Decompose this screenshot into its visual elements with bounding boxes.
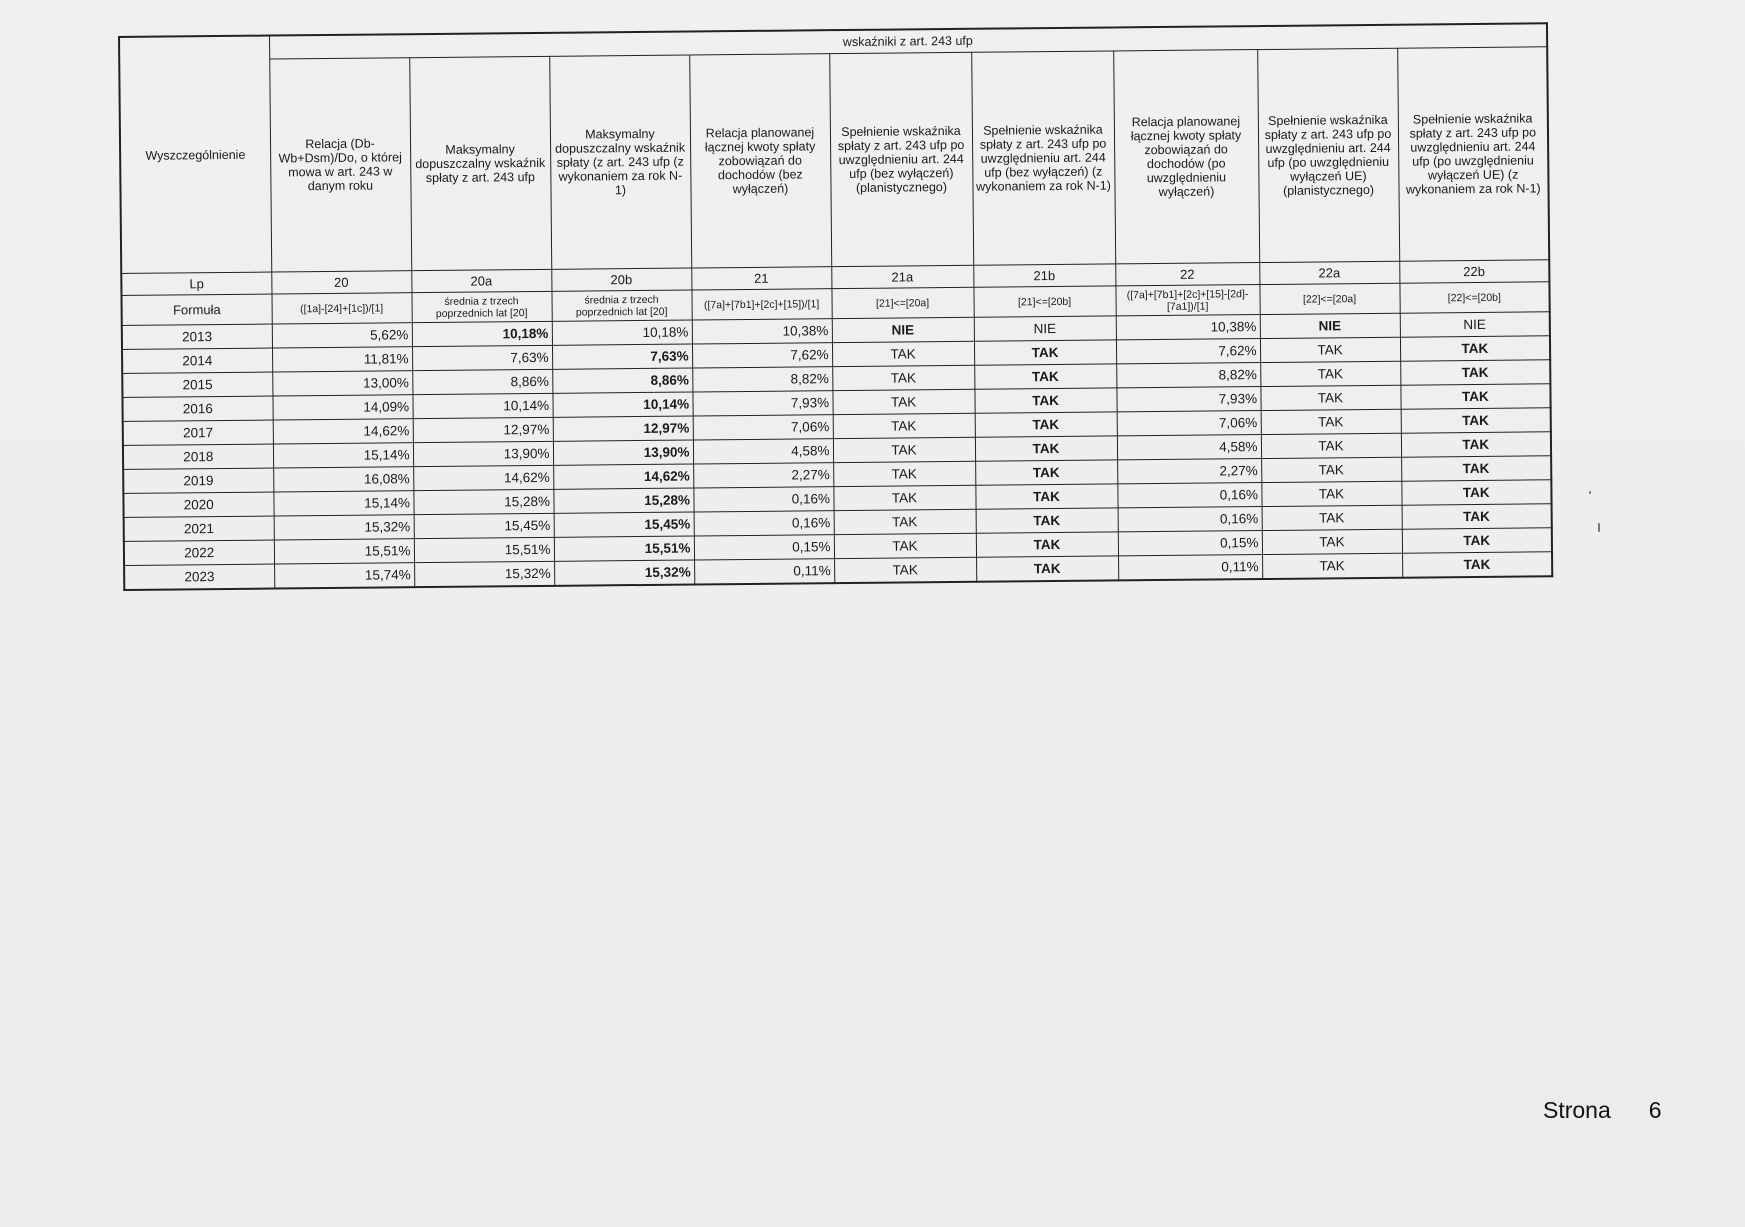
- flag-cell: TAK: [1401, 480, 1551, 505]
- flag-cell: TAK: [976, 508, 1118, 533]
- flag-cell: TAK: [834, 533, 976, 558]
- value-cell: 15,32%: [554, 560, 694, 586]
- column-header: Relacja planowanej łącznej kwoty spłaty zobowiązań do dochodów (bez wyłączeń): [689, 54, 831, 268]
- value-cell: 13,90%: [553, 440, 693, 465]
- column-header: Spełnienie wskaźnika spłaty z art. 243 ufp po uwzględnieniu art. 244 ufp (bez wyłączeń) (z wykonaniem za rok N-1): [971, 51, 1115, 265]
- value-cell: 15,32%: [414, 561, 554, 587]
- flag-cell: TAK: [832, 389, 974, 414]
- scan-speck: [1589, 491, 1591, 494]
- value-cell: 15,51%: [274, 539, 414, 564]
- debt-indicator-table: [118, 22, 1553, 591]
- flag-cell: TAK: [1402, 552, 1552, 578]
- flag-cell: TAK: [1262, 529, 1402, 554]
- flag-cell: TAK: [832, 341, 974, 366]
- value-cell: 14,62%: [273, 419, 413, 444]
- year-cell: 2016: [122, 396, 272, 421]
- value-cell: 15,51%: [414, 537, 554, 562]
- flag-cell: TAK: [975, 436, 1117, 461]
- column-header: Spełnienie wskaźnika spłaty z art. 243 ufp po uwzględnieniu art. 244 ufp (bez wyłączeń) (planistycznego): [829, 52, 973, 266]
- formula-cell: średnia z trzech poprzednich lat [20]: [551, 290, 691, 321]
- flag-cell: TAK: [1261, 409, 1401, 434]
- value-cell: 15,51%: [554, 536, 694, 561]
- value-cell: 10,38%: [1116, 315, 1260, 340]
- flag-cell: TAK: [976, 532, 1118, 557]
- flag-cell: TAK: [1261, 433, 1401, 458]
- flag-cell: TAK: [1402, 528, 1552, 553]
- value-cell: 14,09%: [272, 395, 412, 420]
- flag-cell: NIE: [974, 316, 1116, 341]
- flag-cell: TAK: [834, 509, 976, 534]
- formula-cell: [22]<=[20a]: [1259, 283, 1399, 314]
- value-cell: 7,62%: [692, 343, 832, 368]
- lp-cell: 20: [271, 271, 411, 294]
- flag-cell: TAK: [833, 413, 975, 438]
- value-cell: 0,11%: [1118, 555, 1262, 581]
- value-cell: 2,27%: [1117, 459, 1261, 484]
- value-cell: 15,28%: [413, 489, 553, 514]
- flag-cell: TAK: [975, 484, 1117, 509]
- flag-cell: TAK: [1400, 360, 1550, 385]
- value-cell: 15,14%: [273, 443, 413, 468]
- lp-cell: 21a: [831, 265, 973, 288]
- value-cell: 0,16%: [1118, 507, 1262, 532]
- flag-cell: TAK: [833, 485, 975, 510]
- value-cell: 4,58%: [1117, 435, 1261, 460]
- value-cell: 13,90%: [413, 441, 553, 466]
- value-cell: 14,62%: [553, 464, 693, 489]
- column-header: Relacja planowanej łącznej kwoty spłaty zobowiązań do dochodów (po uwzględnieniu wyłączeń): [1113, 50, 1259, 264]
- value-cell: 10,14%: [412, 393, 552, 418]
- flag-cell: TAK: [1262, 553, 1402, 579]
- value-cell: 10,18%: [552, 320, 692, 345]
- lp-label: Lp: [121, 272, 271, 295]
- value-cell: 7,06%: [1117, 411, 1261, 436]
- column-header: Spełnienie wskaźnika spłaty z art. 243 ufp po uwzględnieniu art. 244 ufp (po uwzględnieniu wyłączeń UE) (planistycznego): [1257, 48, 1399, 262]
- debt-indicator-table-wrapper: [118, 22, 1551, 591]
- column-header: Spełnienie wskaźnika spłaty z art. 243 ufp po uwzględnieniu art. 244 ufp (po uwzględnieniu wyłączeń UE) (z wykonaniem za rok N-1): [1397, 47, 1549, 261]
- lp-cell: 22b: [1399, 260, 1549, 283]
- value-cell: 15,28%: [553, 488, 693, 513]
- year-cell: 2021: [124, 516, 274, 541]
- formula-cell: [21]<=[20b]: [973, 286, 1115, 317]
- flag-cell: TAK: [1260, 337, 1400, 362]
- flag-cell: TAK: [975, 412, 1117, 437]
- column-header: Maksymalny dopuszczalny wskaźnik spłaty z art. 243 ufp: [409, 56, 551, 270]
- flag-cell: TAK: [1402, 504, 1552, 529]
- value-cell: 5,62%: [272, 323, 412, 348]
- year-cell: 2014: [122, 348, 272, 373]
- lp-cell: 22: [1115, 263, 1259, 286]
- flag-cell: TAK: [1401, 408, 1551, 433]
- flag-cell: TAK: [1401, 432, 1551, 457]
- page-footer: [1543, 1097, 1662, 1124]
- value-cell: 13,00%: [272, 371, 412, 396]
- flag-cell: TAK: [832, 365, 974, 390]
- year-cell: 2018: [123, 444, 273, 469]
- value-cell: 15,14%: [273, 491, 413, 516]
- value-cell: 10,38%: [692, 319, 832, 344]
- row-label-header: Wyszczególnienie: [119, 36, 271, 274]
- flag-cell: TAK: [1262, 505, 1402, 530]
- value-cell: 15,45%: [554, 512, 694, 537]
- value-cell: 7,93%: [1116, 387, 1260, 412]
- value-cell: 7,93%: [692, 391, 832, 416]
- value-cell: 4,58%: [693, 439, 833, 464]
- flag-cell: TAK: [1260, 385, 1400, 410]
- flag-cell: TAK: [1401, 456, 1551, 481]
- flag-cell: TAK: [834, 557, 976, 583]
- value-cell: 2,27%: [693, 463, 833, 488]
- value-cell: 10,14%: [552, 392, 692, 417]
- lp-cell: 21: [691, 267, 831, 290]
- value-cell: 12,97%: [413, 417, 553, 442]
- year-cell: 2022: [124, 540, 274, 565]
- year-cell: 2020: [123, 492, 273, 517]
- year-cell: 2013: [122, 324, 272, 349]
- value-cell: 0,11%: [694, 559, 834, 585]
- value-cell: 8,86%: [552, 368, 692, 393]
- value-cell: 7,63%: [412, 345, 552, 370]
- flag-cell: TAK: [833, 461, 975, 486]
- flag-cell: TAK: [833, 437, 975, 462]
- formula-cell: średnia z trzech poprzednich lat [20]: [411, 291, 551, 322]
- value-cell: 12,97%: [553, 416, 693, 441]
- flag-cell: TAK: [975, 460, 1117, 485]
- flag-cell: TAK: [1400, 336, 1550, 361]
- value-cell: 15,32%: [274, 515, 414, 540]
- lp-cell: 20b: [551, 268, 691, 291]
- flag-cell: TAK: [1400, 384, 1550, 409]
- column-header: Relacja (Db-Wb+Dsm)/Do, o której mowa w art. 243 w danym roku: [269, 58, 411, 272]
- lp-cell: 22a: [1259, 261, 1399, 284]
- value-cell: 0,15%: [694, 535, 834, 560]
- flag-cell: TAK: [1260, 361, 1400, 386]
- value-cell: 7,63%: [552, 344, 692, 369]
- value-cell: 7,06%: [693, 415, 833, 440]
- page-label: Strona: [1543, 1097, 1611, 1123]
- column-header-row: [119, 47, 1549, 274]
- page-number: 6: [1648, 1097, 1662, 1123]
- value-cell: 8,86%: [412, 369, 552, 394]
- scan-speck: [1598, 523, 1600, 532]
- value-cell: 14,62%: [413, 465, 553, 490]
- value-cell: 0,15%: [1118, 531, 1262, 556]
- formula-cell: ([7a]+[7b1]+[2c]+[15]-[2d]-[7a1])/[1]: [1115, 285, 1259, 316]
- flag-cell: TAK: [1261, 481, 1401, 506]
- value-cell: 8,82%: [1116, 363, 1260, 388]
- lp-cell: 21b: [973, 264, 1115, 287]
- flag-cell: TAK: [974, 364, 1116, 389]
- column-header: Maksymalny dopuszczalny wskaźnik spłaty (z art. 243 ufp (z wykonaniem za rok N-1): [549, 55, 691, 269]
- flag-cell: TAK: [974, 340, 1116, 365]
- value-cell: 11,81%: [272, 347, 412, 372]
- value-cell: 16,08%: [273, 467, 413, 492]
- group-header: wskaźniki z art. 243 ufp: [269, 23, 1547, 59]
- flag-cell: TAK: [974, 388, 1116, 413]
- formula-cell: [22]<=[20b]: [1399, 282, 1549, 313]
- year-cell: 2017: [123, 420, 273, 445]
- formula-cell: [21]<=[20a]: [831, 287, 973, 318]
- value-cell: 0,16%: [693, 487, 833, 512]
- year-cell: 2019: [123, 468, 273, 493]
- flag-cell: NIE: [1400, 312, 1550, 337]
- flag-cell: TAK: [1261, 457, 1401, 482]
- flag-cell: NIE: [1260, 313, 1400, 338]
- value-cell: 0,16%: [694, 511, 834, 536]
- lp-cell: 20a: [411, 269, 551, 292]
- formula-cell: ([7a]+[7b1]+[2c]+[15])/[1]: [691, 289, 831, 320]
- flag-cell: NIE: [832, 317, 974, 342]
- value-cell: 7,62%: [1116, 339, 1260, 364]
- value-cell: 8,82%: [692, 367, 832, 392]
- value-cell: 10,18%: [412, 321, 552, 346]
- year-cell: 2023: [124, 564, 274, 590]
- formula-cell: ([1a]-[24]+[1c])/[1]: [271, 293, 411, 324]
- value-cell: 15,74%: [274, 563, 414, 589]
- flag-cell: TAK: [976, 556, 1118, 582]
- formula-label: Formuła: [121, 294, 271, 325]
- value-cell: 15,45%: [414, 513, 554, 538]
- value-cell: 0,16%: [1117, 483, 1261, 508]
- year-cell: 2015: [122, 372, 272, 397]
